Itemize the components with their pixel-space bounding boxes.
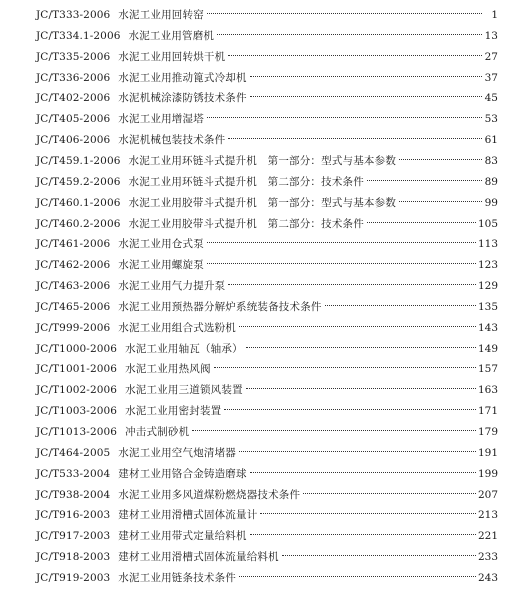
page-number: 105 [477,217,498,230]
dot-leader [250,472,476,473]
page-number: 89 [484,175,498,188]
dot-leader [250,76,482,77]
dot-leader [228,55,482,56]
toc-entry [36,297,498,317]
standard-title: 水泥机械包装技术条件 [118,134,226,147]
toc-entry [36,193,498,213]
dot-leader [325,305,476,306]
standard-code: JC/T1000-2006 [36,342,118,355]
toc-entry [36,318,498,338]
dot-leader [250,96,482,97]
standard-code: JC/T919-2003 [36,571,111,584]
standard-code: JC/T334.1-2006 [36,29,121,42]
standard-title: 水泥工业用螺旋泵 [118,259,204,272]
standard-code: JC/T402-2006 [36,92,111,105]
dot-leader [228,284,476,285]
page-number: 243 [477,571,498,584]
standard-title: 水泥工业用三道锁风装置 [125,384,243,397]
standard-title: 水泥工业用环链斗式提升机 第二部分：技术条件 [128,175,364,188]
dot-leader [239,451,476,452]
dot-leader [260,513,476,514]
toc-entry [36,276,498,296]
page-number: 163 [477,384,498,397]
standard-code: JC/T916-2003 [36,509,111,522]
toc-entry [36,68,498,88]
toc-entry [36,234,498,254]
standard-code: JC/T335-2006 [36,50,111,63]
standard-title: 水泥工业用多风道煤粉燃烧器技术条件 [118,488,301,501]
standard-title: 水泥工业用预热器分解炉系统装备技术条件 [118,300,322,313]
standard-title: 水泥工业用推动篦式冷却机 [118,71,247,84]
toc-entry [36,526,498,546]
dot-leader [224,409,476,410]
dot-leader [250,534,476,535]
toc-entry [36,88,498,108]
toc-entry [36,130,498,150]
toc-entry [36,422,498,442]
toc-entry [36,505,498,525]
standard-code: JC/T465-2006 [36,300,111,313]
toc-entry [36,339,498,359]
dot-leader [207,117,482,118]
page-number: 123 [477,259,498,272]
dot-leader [228,138,482,139]
toc-entry [36,380,498,400]
dot-leader [246,388,476,389]
page-number: 135 [477,300,498,313]
standard-title: 建材工业用滑槽式固体流量给料机 [118,551,279,564]
toc-entry [36,5,498,25]
standard-title: 水泥工业用空气炮清堵器 [118,446,236,459]
dot-leader [303,493,476,494]
standard-title: 水泥工业用回转烘干机 [118,50,226,63]
standard-title: 水泥工业用组合式选粉机 [118,321,236,334]
dot-leader [399,201,482,202]
page-number: 179 [477,426,498,438]
dot-leader [207,263,476,264]
page-number: 13 [484,29,498,42]
page-number: 61 [484,134,498,147]
standard-title: 建材工业用铬合金铸造磨球 [118,467,247,480]
standard-code: JC/T463-2006 [36,280,111,293]
toc-entry [36,547,498,567]
standard-code: JC/T917-2003 [36,530,111,543]
standard-title: 水泥工业用胶带斗式提升机 第一部分：型式与基本参数 [128,196,397,209]
toc-entry [36,109,498,129]
page-number: 27 [484,50,498,63]
standard-code: JC/T459.2-2006 [36,175,121,188]
dot-leader [214,367,476,368]
page-number: 45 [484,92,498,105]
toc-entry [36,214,498,234]
toc-entry [36,401,498,421]
dot-leader [217,34,482,35]
standard-code: JC/T1013-2006 [36,426,118,438]
page-number: 213 [477,509,498,522]
standard-code: JC/T405-2006 [36,113,111,126]
standard-code: JC/T462-2006 [36,259,111,272]
standard-title: 水泥工业用管磨机 [128,29,215,42]
page-number: 83 [484,154,498,167]
standard-code: JC/T464-2005 [36,446,111,459]
toc-entry [36,568,498,588]
standard-code: JC/T333-2006 [36,9,111,21]
toc-entry [36,255,498,275]
standard-title: 水泥工业用密封装置 [125,405,222,418]
standard-code: JC/T999-2006 [36,321,111,334]
standard-code: JC/T1002-2006 [36,384,118,397]
page-number: 129 [477,280,498,293]
toc-entry [36,151,498,171]
dot-leader [367,222,476,223]
dot-leader [399,159,482,160]
toc-entry [36,443,498,463]
standard-title: 水泥工业用气力提升泵 [118,280,226,293]
page-number: 233 [477,551,498,564]
standard-code: JC/T533-2004 [36,467,111,480]
standard-title: 水泥工业用热风阀 [125,363,211,376]
dot-leader [239,576,476,577]
dot-leader [207,13,482,14]
standard-code: JC/T460.1-2006 [36,196,121,209]
standard-title: 水泥工业用环链斗式提升机 第一部分：型式与基本参数 [128,154,397,167]
standard-title: 水泥工业用轴瓦（轴承） [125,342,243,355]
page-number: 53 [484,113,498,126]
standard-code: JC/T1001-2006 [36,363,118,376]
page-number: 1 [491,9,498,21]
page-number: 221 [477,530,498,543]
page-number: 113 [477,238,498,251]
toc-entry [36,172,498,192]
page-number: 191 [477,446,498,459]
toc-entry [36,359,498,379]
page-number: 157 [477,363,498,376]
standard-code: JC/T1003-2006 [36,405,118,418]
standard-title: 建材工业用滑槽式固体流量计 [118,509,258,522]
toc-entry [36,485,498,505]
standard-title: 水泥工业用胶带斗式提升机 第二部分：技术条件 [128,217,364,230]
page-number: 171 [477,405,498,418]
toc-entry [36,464,498,484]
standard-code: JC/T461-2006 [36,238,111,251]
dot-leader [282,555,476,556]
dot-leader [367,180,482,181]
standard-code: JC/T459.1-2006 [36,154,121,167]
dot-leader [239,326,476,327]
standard-code: JC/T406-2006 [36,134,111,147]
toc-entry [36,26,498,46]
toc-entry [36,47,498,67]
page-number: 37 [484,71,498,84]
standard-code: JC/T938-2004 [36,488,111,501]
standard-title: 冲击式制砂机 [125,426,190,438]
dot-leader [192,430,476,431]
dot-leader [246,347,476,348]
standard-title: 水泥机械涂漆防锈技术条件 [118,92,247,105]
dot-leader [207,242,476,243]
standard-title: 建材工业用带式定量给料机 [118,530,247,543]
standard-title: 水泥工业用仓式泵 [118,238,204,251]
page-number: 149 [477,342,498,355]
page-number: 199 [477,467,498,480]
page-number: 99 [484,196,498,209]
standard-code: JC/T336-2006 [36,71,111,84]
standard-title: 水泥工业用回转窑 [118,9,204,21]
standard-code: JC/T460.2-2006 [36,217,121,230]
page-number: 143 [477,321,498,334]
standard-code: JC/T918-2003 [36,551,111,564]
standard-title: 水泥工业用增湿塔 [118,113,204,126]
page-number: 207 [477,488,498,501]
standard-title: 水泥工业用链条技术条件 [118,571,236,584]
